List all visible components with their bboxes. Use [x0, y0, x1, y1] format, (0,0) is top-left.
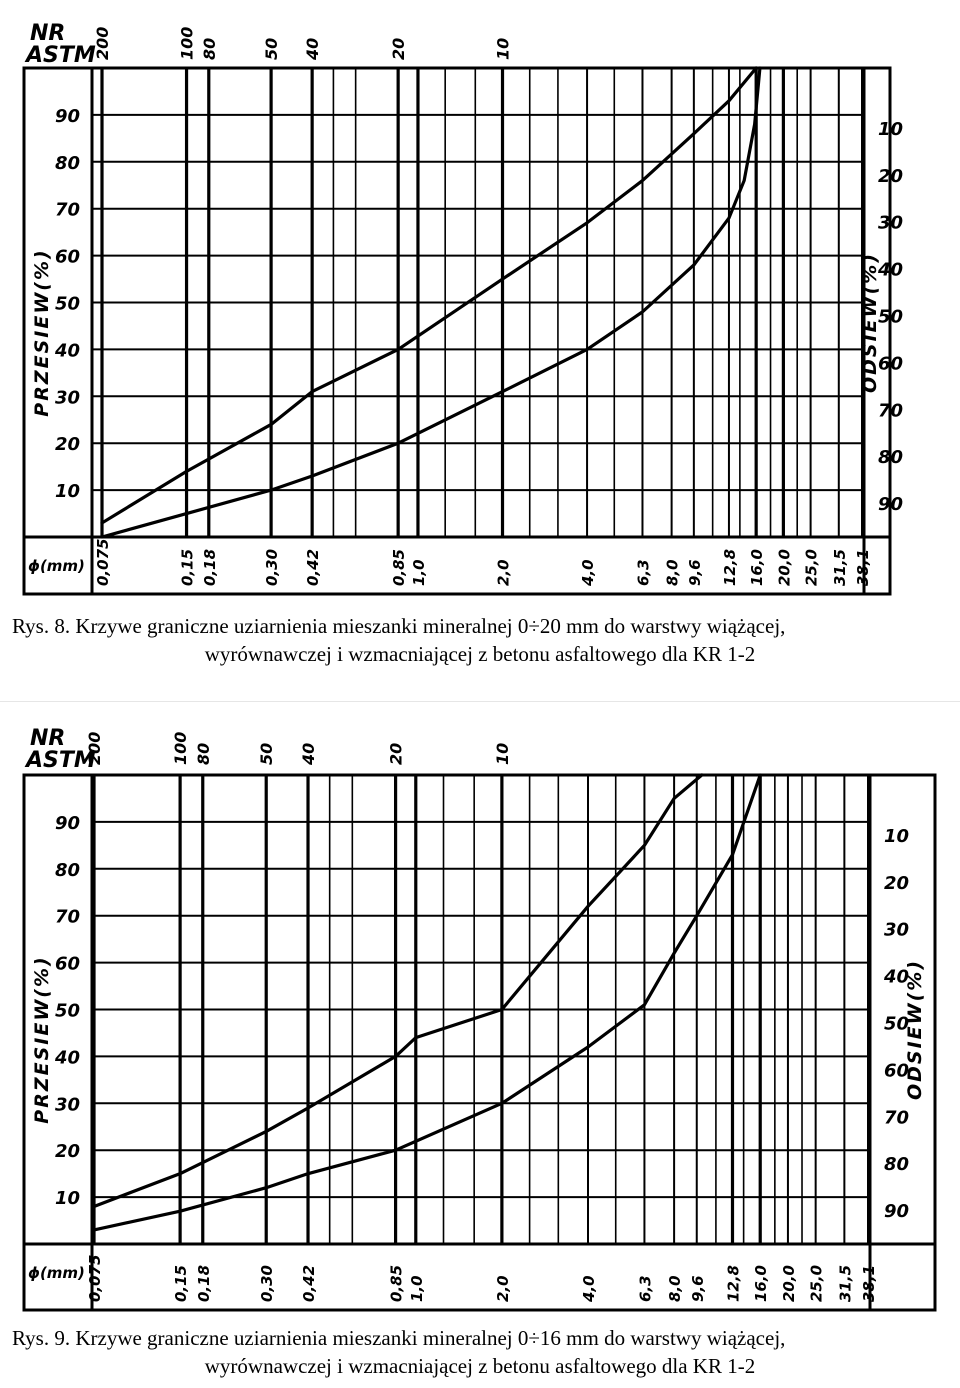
- header-nr: NR: [30, 726, 66, 751]
- y-tick-label-right: 90: [878, 494, 904, 516]
- y-tick-label-right: 50: [878, 306, 904, 328]
- y-tick-label-left: 60: [54, 246, 80, 268]
- y-tick-label-left: 40: [54, 1047, 80, 1069]
- x-tick-label: 0,075: [94, 538, 112, 586]
- x-tick-label: 0,30: [263, 548, 282, 586]
- x-tick-label: 38,1: [860, 1264, 878, 1302]
- x-tick-label: 0,30: [258, 1264, 277, 1302]
- y-tick-label-left: 50: [54, 1000, 80, 1022]
- x-tick-label: 0,15: [178, 548, 197, 586]
- y-tick-label-right: 30: [878, 212, 904, 234]
- sieve-number-label: 100: [171, 731, 191, 765]
- caption-line-2: wyrównawczej i wzmacniającej z betonu asfaltowego dla KR 1-2: [204, 642, 756, 666]
- sieve-number-label: 200: [85, 731, 104, 765]
- sieve-number-label: 50: [257, 742, 277, 765]
- x-tick-label: 4,0: [579, 559, 598, 586]
- sieve-number-label: 40: [299, 742, 319, 765]
- sieve-number-label: 40: [303, 37, 323, 60]
- figure-caption-9: [0, 1324, 960, 1380]
- upper-limit-curve: [102, 68, 756, 523]
- y-tick-label-left: 90: [54, 812, 80, 834]
- x-tick-label: 8,0: [666, 1275, 685, 1302]
- x-tick-label: 8,0: [663, 559, 682, 586]
- y-tick-label-right: 60: [884, 1060, 910, 1082]
- x-tick-label: 16,0: [748, 548, 767, 586]
- x-tick-label: 31,5: [836, 1264, 855, 1302]
- y-tick-label-right: 20: [884, 872, 910, 894]
- y-tick-label-right: 10: [878, 118, 904, 140]
- x-axis-title: ϕ(mm): [28, 1264, 85, 1282]
- sieve-number-label: 100: [177, 26, 197, 60]
- caption-line-1: Rys. 8. Krzywe graniczne uziarnienia mieszanki mineralnej 0÷20 mm do warstwy wiążącej,: [12, 614, 786, 638]
- y-tick-label-right: 40: [878, 259, 904, 281]
- y-tick-label-right: 60: [878, 353, 904, 375]
- x-tick-label: 1,0: [407, 1275, 426, 1302]
- y-tick-label-left: 20: [54, 1141, 80, 1163]
- x-tick-label: 0,15: [172, 1264, 191, 1302]
- y-tick-label-left: 10: [54, 1188, 80, 1210]
- y-tick-label-left: 80: [54, 859, 80, 881]
- y-tick-label-left: 30: [54, 387, 80, 409]
- right-axis-title: ODSIEW(%): [859, 251, 881, 394]
- y-tick-label-left: 50: [54, 293, 80, 315]
- x-tick-label: 20,0: [779, 1264, 798, 1302]
- x-tick-label: 4,0: [580, 1275, 599, 1302]
- y-tick-label-right: 70: [878, 400, 904, 422]
- y-tick-label-left: 30: [54, 1094, 80, 1116]
- x-tick-label: 0,42: [300, 1264, 319, 1302]
- y-tick-label-left: 90: [54, 105, 80, 127]
- y-tick-label-right: 80: [884, 1154, 910, 1176]
- x-axis-title: ϕ(mm): [28, 557, 85, 575]
- figure-caption-8: [0, 612, 960, 668]
- y-tick-label-right: 30: [884, 919, 910, 941]
- sieve-number-label: 80: [193, 742, 213, 765]
- upper-limit-curve: [94, 775, 702, 1206]
- x-tick-label: 12,8: [720, 548, 739, 586]
- y-tick-label-right: 70: [884, 1107, 910, 1129]
- sieve-number-label: 20: [389, 37, 409, 60]
- sieve-number-label: 10: [493, 37, 513, 60]
- left-axis-title: PRZESIEW(%): [31, 248, 53, 417]
- x-tick-label: 12,8: [724, 1264, 743, 1302]
- x-tick-label: 25,0: [802, 548, 821, 586]
- header-astm: ASTM: [26, 748, 96, 773]
- y-tick-label-left: 40: [54, 340, 80, 362]
- caption-line-2: wyrównawczej i wzmacniającej z betonu asfaltowego dla KR 1-2: [204, 1354, 756, 1378]
- y-tick-label-right: 10: [884, 825, 910, 847]
- header-nr: NR: [30, 21, 66, 46]
- x-tick-label: 6,3: [634, 559, 653, 586]
- x-tick-label: 31,5: [830, 548, 849, 586]
- x-tick-label: 0,42: [304, 548, 323, 586]
- x-tick-label: 0,18: [194, 1264, 213, 1302]
- x-tick-label: 2,0: [493, 1275, 512, 1302]
- y-tick-label-right: 90: [884, 1201, 910, 1223]
- grading-chart-1: [0, 0, 960, 605]
- y-tick-label-right: 20: [878, 165, 904, 187]
- sieve-number-label: 200: [93, 26, 112, 60]
- y-tick-label-right: 50: [884, 1013, 910, 1035]
- y-tick-label-left: 10: [54, 481, 80, 503]
- x-tick-label: 16,0: [752, 1264, 771, 1302]
- y-tick-label-left: 20: [54, 434, 80, 456]
- x-tick-label: 2,0: [494, 559, 513, 586]
- sieve-number-label: 80: [199, 37, 219, 60]
- grading-chart-2: [0, 703, 960, 1321]
- y-tick-label-left: 80: [54, 152, 80, 174]
- chart-frame: [24, 68, 890, 594]
- x-tick-label: 0,075: [86, 1254, 104, 1302]
- x-tick-label: 0,85: [387, 1264, 406, 1302]
- right-axis-title: ODSIEW(%): [904, 958, 926, 1101]
- y-tick-label-left: 70: [54, 199, 80, 221]
- chart-frame: [24, 775, 935, 1310]
- header-astm: ASTM: [26, 43, 96, 68]
- x-tick-label: 0,18: [200, 548, 219, 586]
- caption-line-1: Rys. 9. Krzywe graniczne uziarnienia mieszanki mineralnej 0÷16 mm do warstwy wiążącej,: [12, 1326, 786, 1350]
- y-tick-label-right: 80: [878, 447, 904, 469]
- x-tick-label: 0,85: [390, 548, 409, 586]
- x-tick-label: 20,0: [775, 548, 794, 586]
- figure-divider: [0, 701, 960, 702]
- sieve-number-label: 20: [386, 742, 406, 765]
- x-tick-label: 6,3: [636, 1275, 655, 1302]
- y-tick-label-right: 40: [884, 966, 910, 988]
- lower-limit-curve: [94, 775, 760, 1230]
- x-tick-label: 25,0: [807, 1264, 826, 1302]
- y-tick-label-left: 60: [54, 953, 80, 975]
- x-tick-label: 38,1: [854, 548, 872, 586]
- x-tick-label: 1,0: [409, 559, 428, 586]
- sieve-number-label: 50: [262, 37, 282, 60]
- left-axis-title: PRZESIEW(%): [31, 955, 53, 1124]
- sieve-number-label: 10: [492, 742, 512, 765]
- x-tick-label: 9,6: [685, 559, 704, 586]
- x-tick-label: 9,6: [688, 1275, 707, 1302]
- y-tick-label-left: 70: [54, 906, 80, 928]
